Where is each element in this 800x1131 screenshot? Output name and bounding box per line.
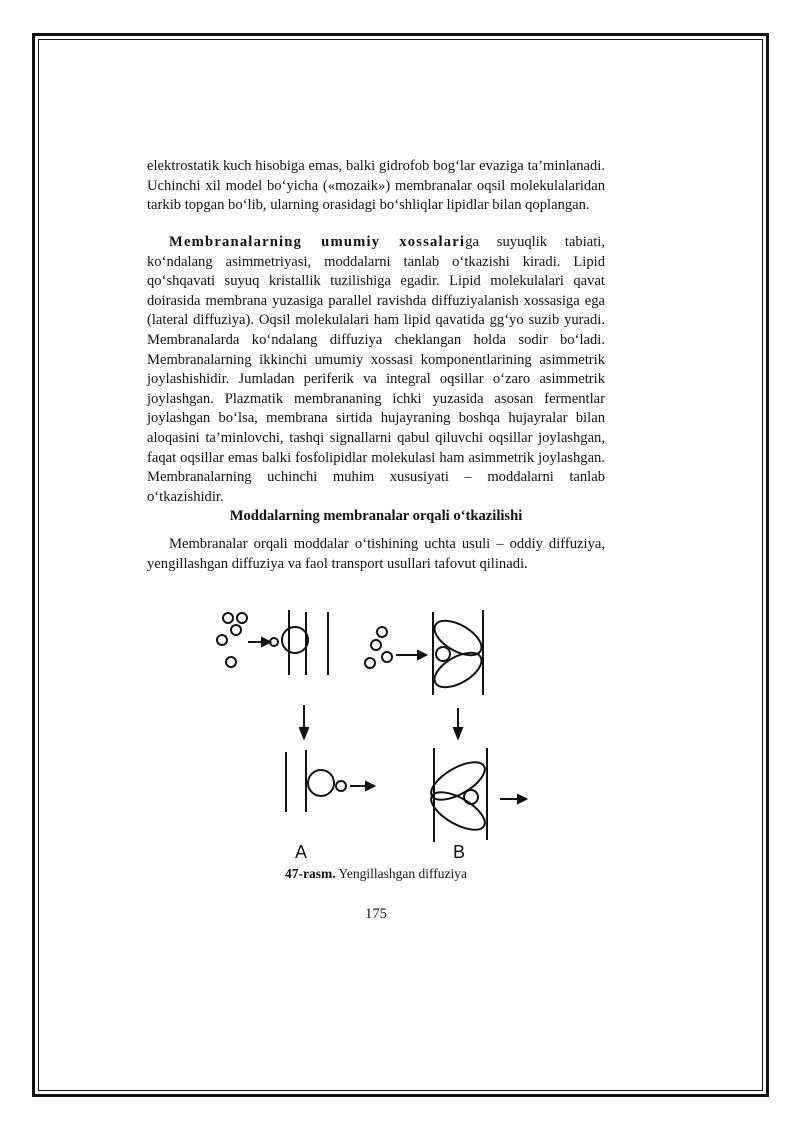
panel-a-bottom bbox=[286, 750, 374, 812]
figure-facilitated-diffusion bbox=[200, 600, 560, 870]
figure-caption bbox=[147, 866, 605, 882]
paragraph-2-lead: Membranalarning umumiy xossalari bbox=[169, 234, 466, 250]
figure-label-a: A bbox=[295, 842, 308, 862]
figure-caption-number: 47-rasm. bbox=[285, 866, 336, 881]
diffusion-diagram bbox=[200, 600, 560, 870]
paragraph-3-text: Membranalar orqali moddalar o‘tishining uchta usuli – oddiy diffuziya, yengillashgan diffuziya va faol transport usullari tafovut qilinadi. bbox=[147, 536, 605, 572]
paragraph-2 bbox=[147, 233, 605, 507]
paragraph-1-text: elektrostatik kuch hisobiga emas, balki gidrofob bog‘lar evaziga ta’minlanadi. Uchinchi xil model bo‘yicha («mozaik») membranalar oqsil molekulalaridan tarkib topgan bo‘lib, ularning orasidagi bo‘shliqlar lipidlar bilan qoplangan. bbox=[147, 158, 605, 214]
panel-b-bottom bbox=[426, 748, 526, 842]
panel-b-top bbox=[365, 610, 487, 695]
section-heading: Moddalarning membranalar orqali o‘tkazilishi bbox=[229, 508, 523, 524]
figure-label-b: B bbox=[453, 842, 466, 862]
paragraph-2-text: ga suyuqlik tabiati, ko‘ndalang asimmetriyasi, moddalarni tanlab o‘tkazishi kiradi. Lipid qo‘shqavati suyuq kristallik tuzilishiga egadir. Lipid molekulalari qavat doirasida membrana yuzasiga parallel ravishda diffuziyalanish xossasiga ega (lateral diffuziya). Oqsil molekulalari ham lipid qavatida gg‘yo suzib yuradi. Membranalarda ko‘ndalang diffuziya cheklangan holda sodir bo‘ladi. Membranalarning ikkinchi umumiy xossasi komponentlarining asimmetrik joylashishidir. Jumladan periferik va integral oqsillar o‘zaro asimmetrik joylashgan. Plazmatik membrananing ichki yuzasida asosan fermentlar joylashgan bo‘lsa, membrana sirtida hujayraning boshqa hujayralar bilan aloqasini ta’minlovchi, tashqi signallarni qabul qiluvchi oqsillar joylashgan, faqat oqsillar emas balki fosfolipidlar molekulasi ham asimmetrik joylashgan. Membranalarning uchinchi muhim xususiyati – moddalarni tanlab o‘tkazishidir. bbox=[147, 234, 606, 505]
panel-a-top bbox=[217, 610, 328, 675]
paragraph-3 bbox=[147, 535, 605, 574]
figure-caption-text: Yengillashgan diffuziya bbox=[335, 866, 467, 881]
paragraph-1 bbox=[147, 157, 605, 216]
page-number: 175 bbox=[365, 906, 387, 922]
